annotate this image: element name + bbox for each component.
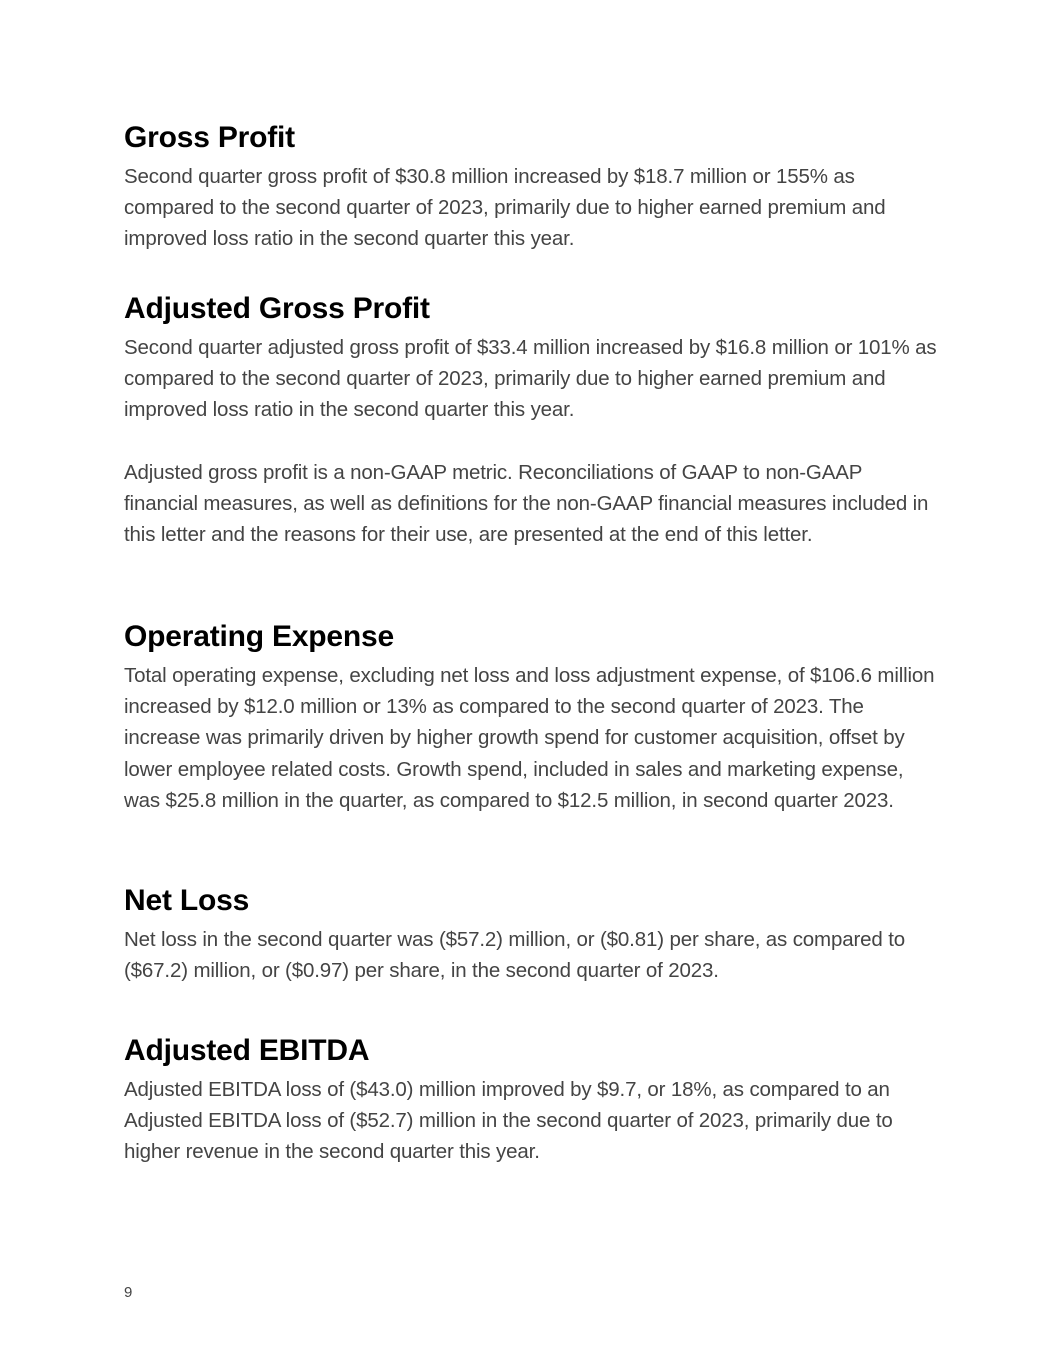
section-paragraph: Total operating expense, excluding net loss and loss adjustment expense, of $106.6 million increased by $12.0 million or 13% as compared to the second quarter of 2023. The increase was primarily driven by higher growth spend for customer acquisition, offset by lower employee related costs. Growth spend, included in sales and marketing expense, was $25.8 million in the quarter, as compared to $12.5 million, in second quarter 2023. <box>124 664 935 812</box>
page-number: 9 <box>124 1284 133 1301</box>
section-gross-profit <box>124 120 939 255</box>
section-heading: Adjusted Gross Profit <box>124 292 430 325</box>
section-paragraph: Adjusted gross profit is a non-GAAP metric. Reconciliations of GAAP to non-GAAP financial measures, as well as definitions for the non-GAAP financial measures included in this letter and the reasons for their use, are presented at the end of this letter. <box>124 460 929 547</box>
section-heading: Gross Profit <box>124 121 295 154</box>
section-paragraph: Net loss in the second quarter was ($57.2) million, or ($0.81) per share, as compared to ($67.2) million, or ($0.97) per share, in the second quarter of 2023. <box>124 928 905 983</box>
section-heading: Adjusted EBITDA <box>124 1034 370 1067</box>
section-paragraph: Adjusted EBITDA loss of ($43.0) million improved by $9.7, or 18%, as compared to an Adjusted EBITDA loss of ($52.7) million in the second quarter of 2023, primarily due to higher revenue in the second quarter this year. <box>124 1078 893 1164</box>
section-operating-expense <box>124 619 939 816</box>
section-heading: Net Loss <box>124 884 250 917</box>
section-adjusted-gross-profit <box>124 291 939 550</box>
section-heading: Operating Expense <box>124 620 395 653</box>
section-net-loss <box>124 883 939 986</box>
section-adjusted-ebitda <box>124 1033 939 1168</box>
section-paragraph: Second quarter adjusted gross profit of $33.4 million increased by $16.8 million or 101% as compared to the second quarter of 2023, primarily due to higher earned premium and improved loss ratio in the second quarter this year. <box>124 336 937 422</box>
section-paragraph: Second quarter gross profit of $30.8 million increased by $18.7 million or 155% as compared to the second quarter of 2023, primarily due to higher earned premium and improved loss ratio in the second quarter this year. <box>124 165 886 251</box>
